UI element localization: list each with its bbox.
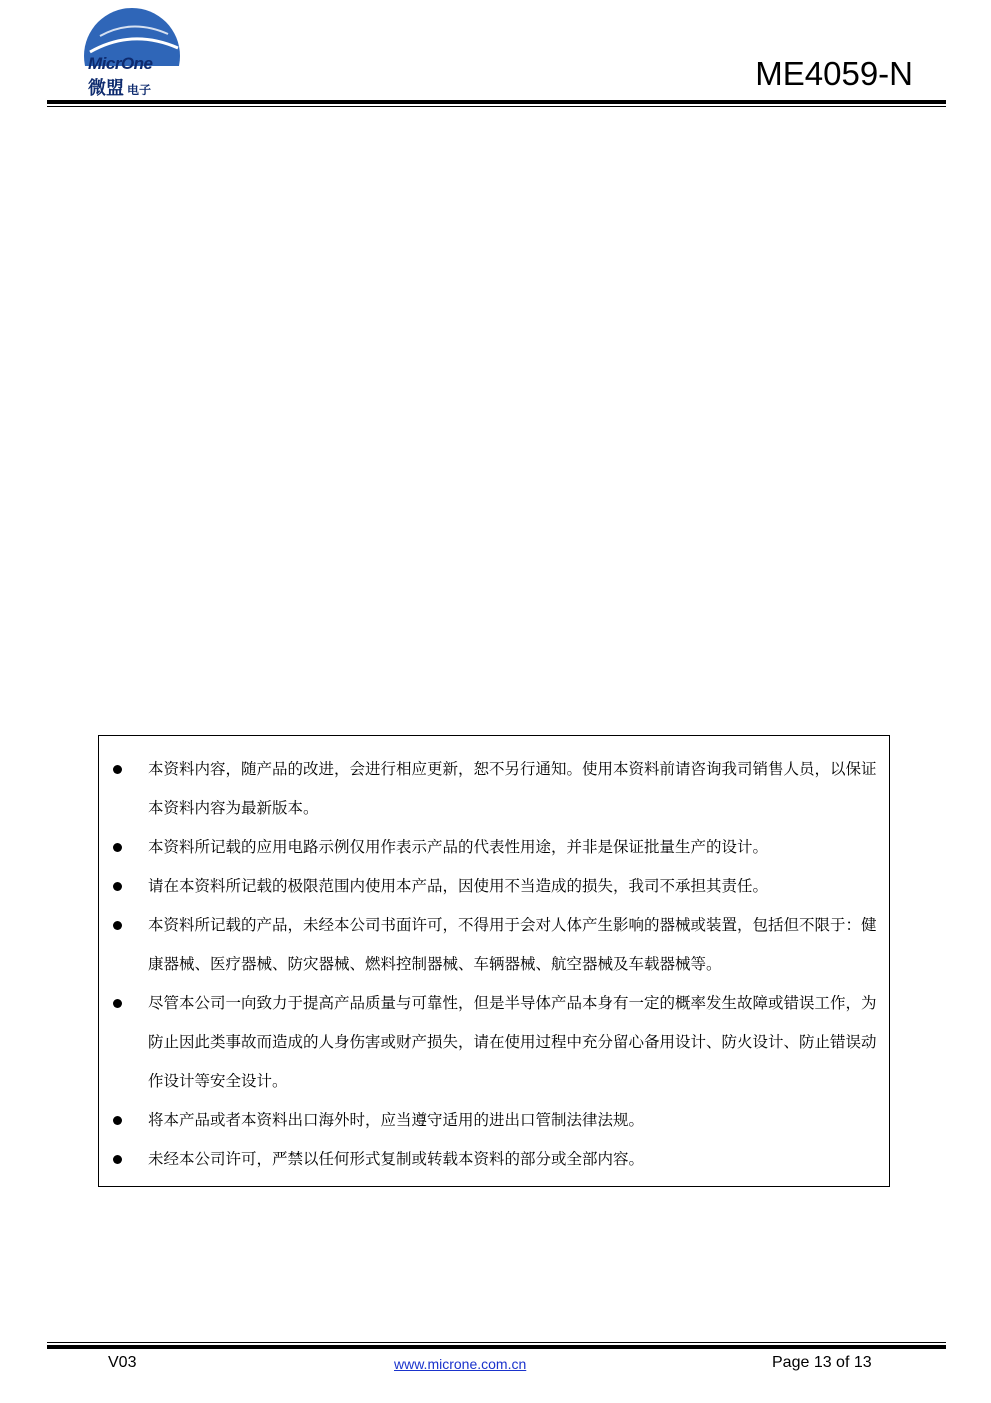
- notice-item: [99, 828, 889, 867]
- notice-item-text: 请在本资料所记载的极限范围内使用本产品，因使用不当造成的损失，我司不承担其责任。: [148, 877, 769, 895]
- notice-item: [99, 867, 889, 906]
- logo-chinese-text: [88, 74, 151, 100]
- notice-item-text: 本资料所记载的产品，未经本公司书面许可，不得用于会对人体产生影响的器械或装置，包括但不限于：健康器械、医疗器械、防灾器械、燃料控制器械、车辆器械、航空器械及车载器械等。: [148, 916, 877, 973]
- notice-item-text: 尽管本公司一向致力于提高产品质量与可靠性，但是半导体产品本身有一定的概率发生故障或错误工作，为防止因此类事故而造成的人身伤害或财产损失，请在使用过程中充分留心备用设计、防火设计、防止错误动作设计等安全设计。: [148, 994, 877, 1090]
- notice-item-text: 本资料内容，随产品的改进，会进行相应更新，恕不另行通知。使用本资料前请咨询我司销售人员，以保证本资料内容为最新版本。: [148, 760, 877, 817]
- notice-box: [98, 735, 890, 1187]
- footer-rule-thin: [47, 1342, 946, 1343]
- bullet-icon: [113, 765, 122, 774]
- notice-item-text: 未经本公司许可，严禁以任何形式复制或转载本资料的部分或全部内容。: [148, 1150, 645, 1168]
- notice-item: [99, 1140, 889, 1179]
- bullet-icon: [113, 843, 122, 852]
- document-title: ME4059-N: [755, 55, 913, 92]
- footer-version: V03: [108, 1354, 137, 1371]
- bullet-icon: [113, 1155, 122, 1164]
- footer-page-number: Page 13 of 13: [772, 1354, 872, 1371]
- notice-item-text: 将本产品或者本资料出口海外时，应当遵守适用的进出口管制法律法规。: [148, 1111, 645, 1129]
- notice-item-text: 本资料所记载的应用电路示例仅用作表示产品的代表性用途，并非是保证批量生产的设计。: [148, 838, 769, 856]
- logo-chinese-main: 微盟: [88, 78, 124, 99]
- notice-item: [99, 1101, 889, 1140]
- bullet-icon: [113, 921, 122, 930]
- notice-item: [99, 906, 889, 984]
- footer-website-link[interactable]: www.microne.com.cn: [394, 1356, 527, 1372]
- bullet-icon: [113, 882, 122, 891]
- notice-item: [99, 750, 889, 828]
- notice-list: [99, 750, 889, 1179]
- bullet-icon: [113, 999, 122, 1008]
- footer-rule-thick: [47, 1345, 946, 1349]
- bullet-icon: [113, 1116, 122, 1125]
- company-logo: [80, 8, 184, 98]
- logo-chinese-small: 电子: [127, 83, 152, 97]
- header-rule-thick: [47, 100, 946, 104]
- header-rule-thin: [47, 106, 946, 107]
- logo-latin-text: MicrOne: [88, 54, 153, 73]
- notice-item: [99, 984, 889, 1101]
